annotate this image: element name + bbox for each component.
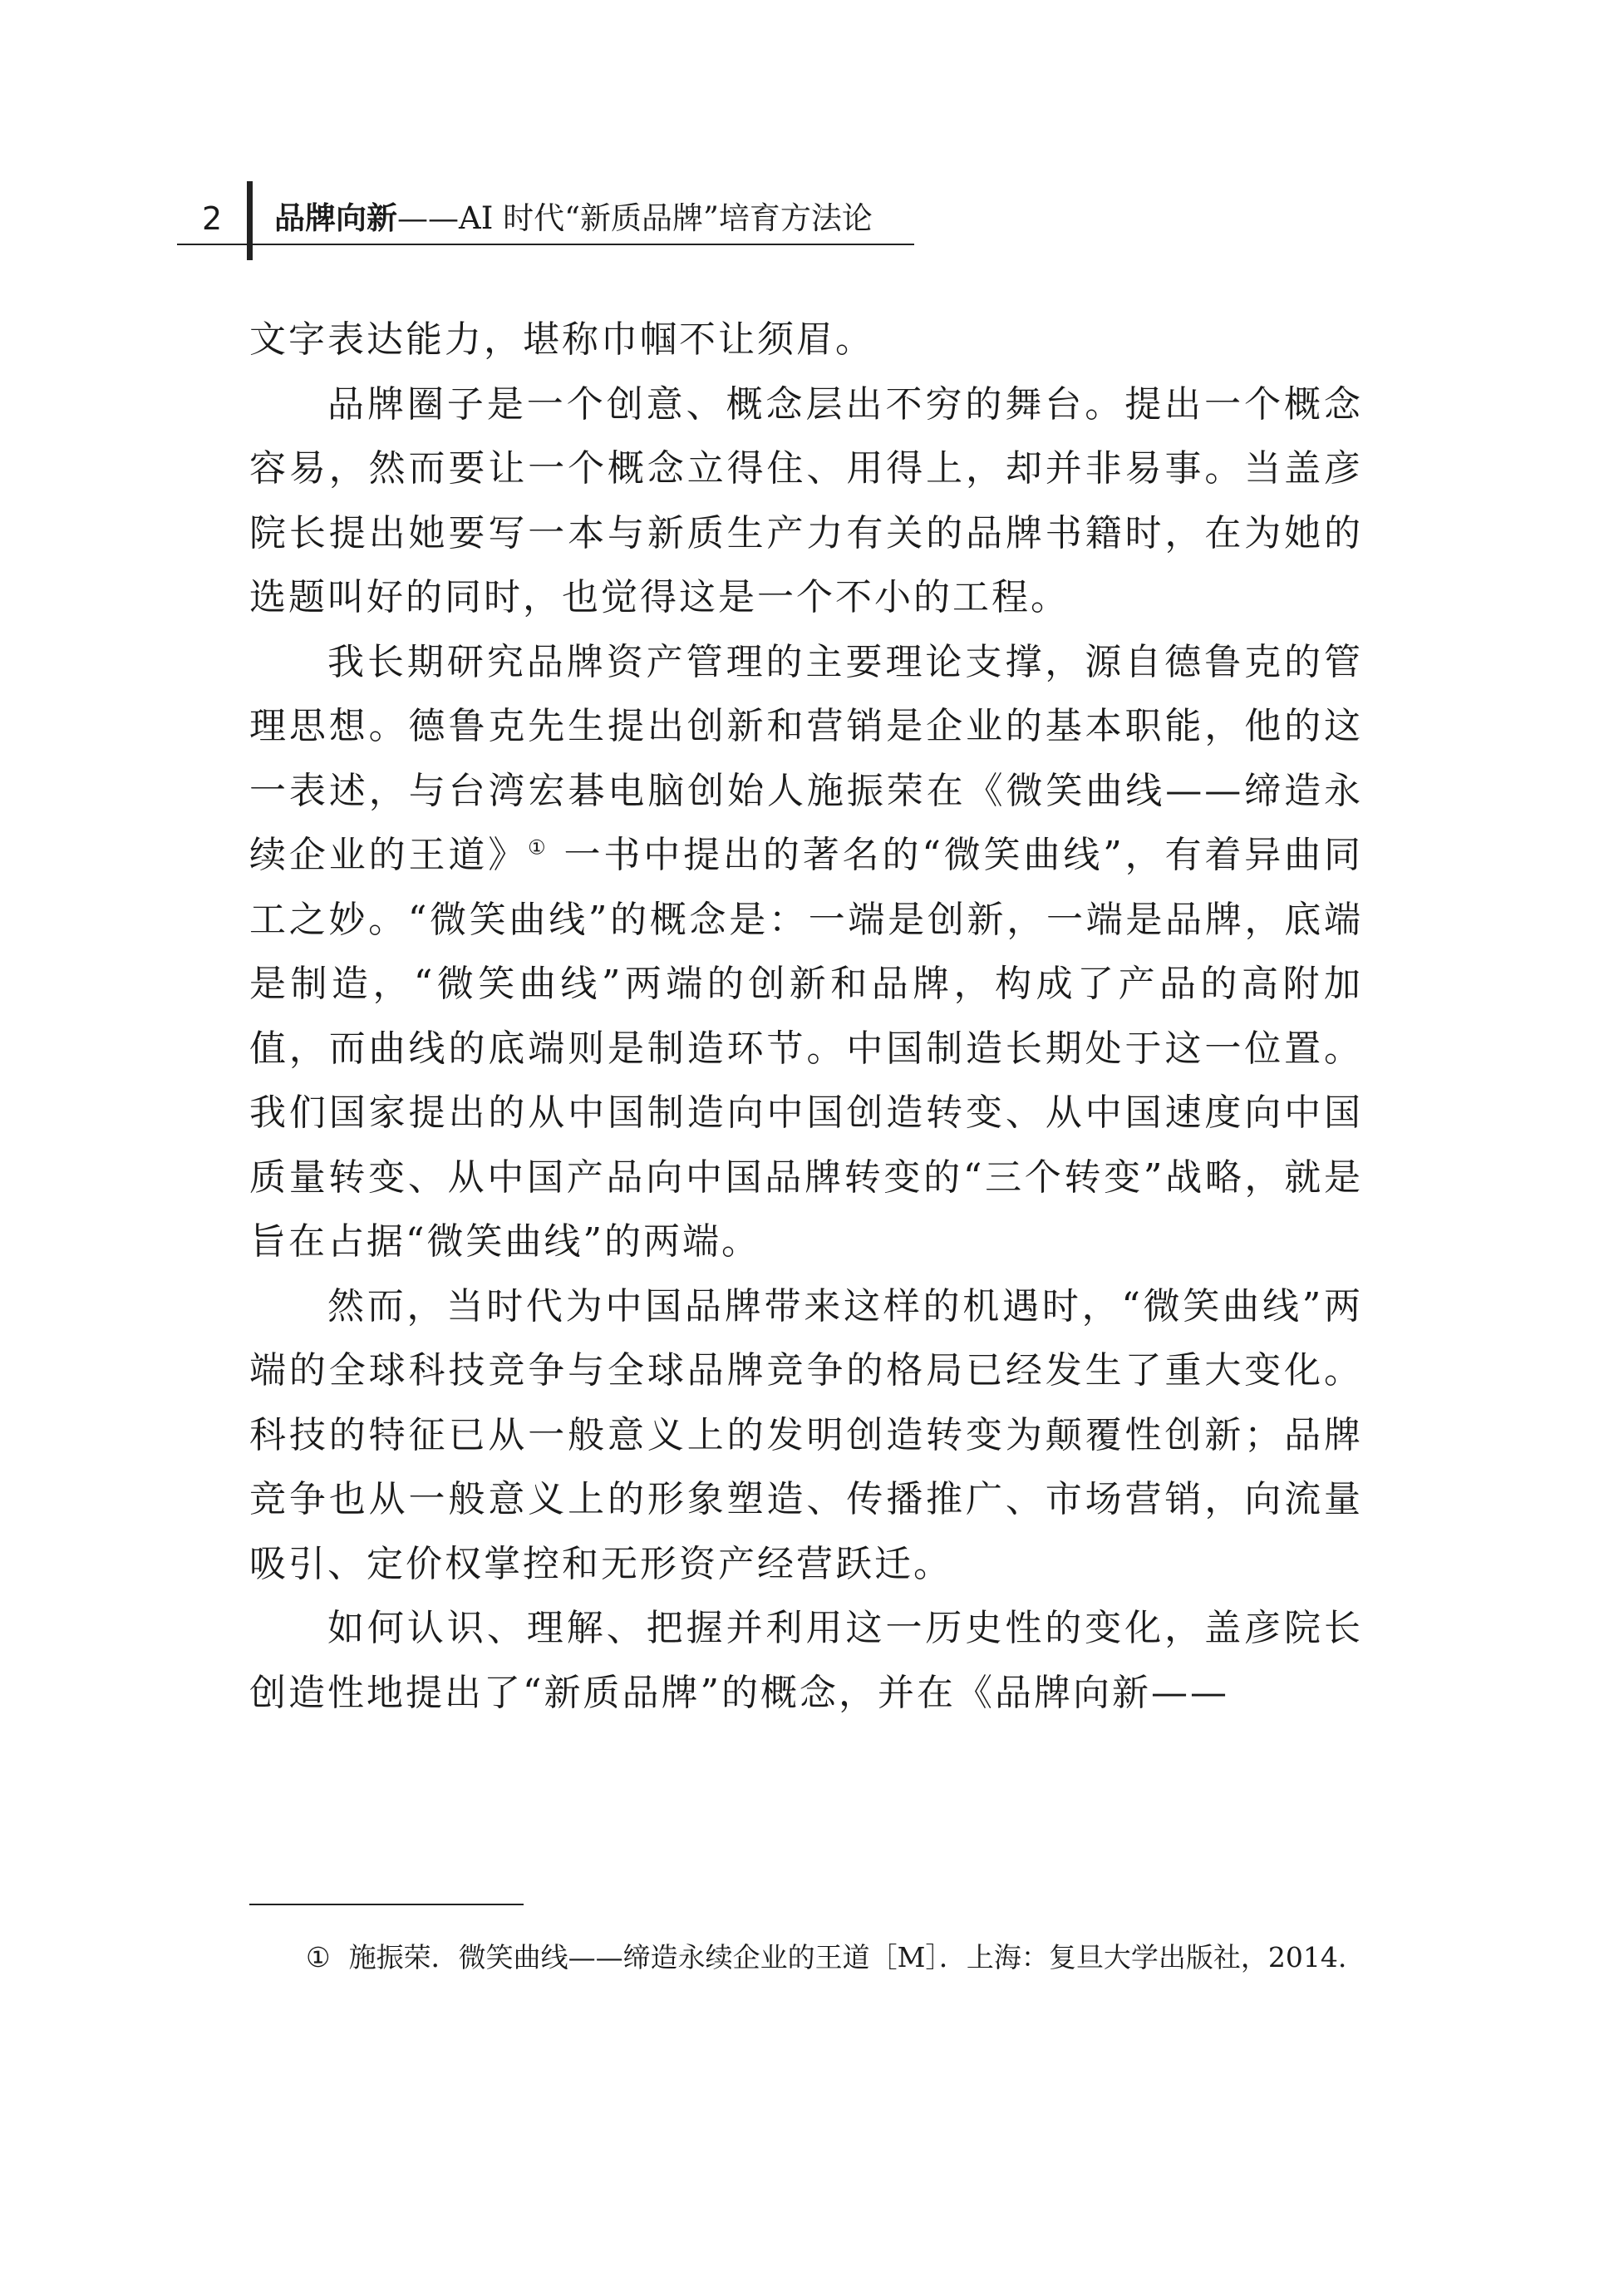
paragraph-3-part-1: 我长期研究品牌资产管理的主要理论支撑，源自德鲁克的管理思想。德鲁克先生提出创新和营销是企业的基本职能，他的这一表述，与台湾宏碁电脑创始人施振荣在《微笑曲线——缔造永续企业的王道》 — [249, 640, 1363, 876]
page-number: 2 — [202, 200, 223, 237]
header-rule — [177, 244, 914, 245]
paragraph-5: 如何认识、理解、把握并利用这一历史性的变化，盖彦院长创造性地提出了“新质品牌”的概念，并在《品牌向新—— — [249, 1607, 1363, 1714]
body-text — [249, 308, 1363, 1725]
footnote — [249, 1934, 1363, 1982]
paragraph-3 — [249, 630, 1363, 1274]
header-vertical-bar — [247, 181, 253, 260]
running-header — [177, 181, 914, 260]
header-title-main: 品牌向新 — [274, 200, 397, 236]
paragraph-3-part-2: 一书中提出的著名的“微笑曲线”，有着异曲同工之妙。“微笑曲线”的概念是：一端是创新，一端是品牌，底端是制造，“微笑曲线”两端的创新和品牌，构成了产品的高附加值，而曲线的底端则是制造环节。中国制造长期处于这一位置。我们国家提出的从中国制造向中国创造转变、从中国速度向中国质量转变、从中国产品向中国品牌转变的“三个转变”战略，就是旨在占据“微笑曲线”的两端。 — [249, 834, 1363, 1263]
paragraph-2: 品牌圈子是一个创意、概念层出不穷的舞台。提出一个概念容易，然而要让一个概念立得住、用得上，却并非易事。当盖彦院长提出她要写一本与新质生产力有关的品牌书籍时，在为她的选题叫好的同时，也觉得这是一个不小的工程。 — [249, 382, 1363, 618]
header-title-subtitle: ——AI 时代“新质品牌”培育方法论 — [397, 200, 873, 236]
paragraph-4: 然而，当时代为中国品牌带来这样的机遇时，“微笑曲线”两端的全球科技竞争与全球品牌竞争的格局已经发生了重大变化。科技的特征已从一般意义上的发明创造转变为颠覆性创新；品牌竞争也从一般意义上的形象塑造、传播推广、市场营销，向流量吸引、定价权掌控和无形资产经营跃迁。 — [249, 1284, 1363, 1585]
footnote-reference[interactable]: ① — [528, 835, 549, 860]
footnote-rule — [249, 1904, 524, 1905]
header-book-title — [274, 201, 873, 236]
footnote-text: 施振荣．微笑曲线——缔造永续企业的王道［M］．上海：复旦大学出版社，2014. — [348, 1941, 1347, 1973]
paragraph-1: 文字表达能力，堪称巾帼不让须眉。 — [249, 318, 874, 361]
footnote-marker: ① — [306, 1941, 331, 1973]
